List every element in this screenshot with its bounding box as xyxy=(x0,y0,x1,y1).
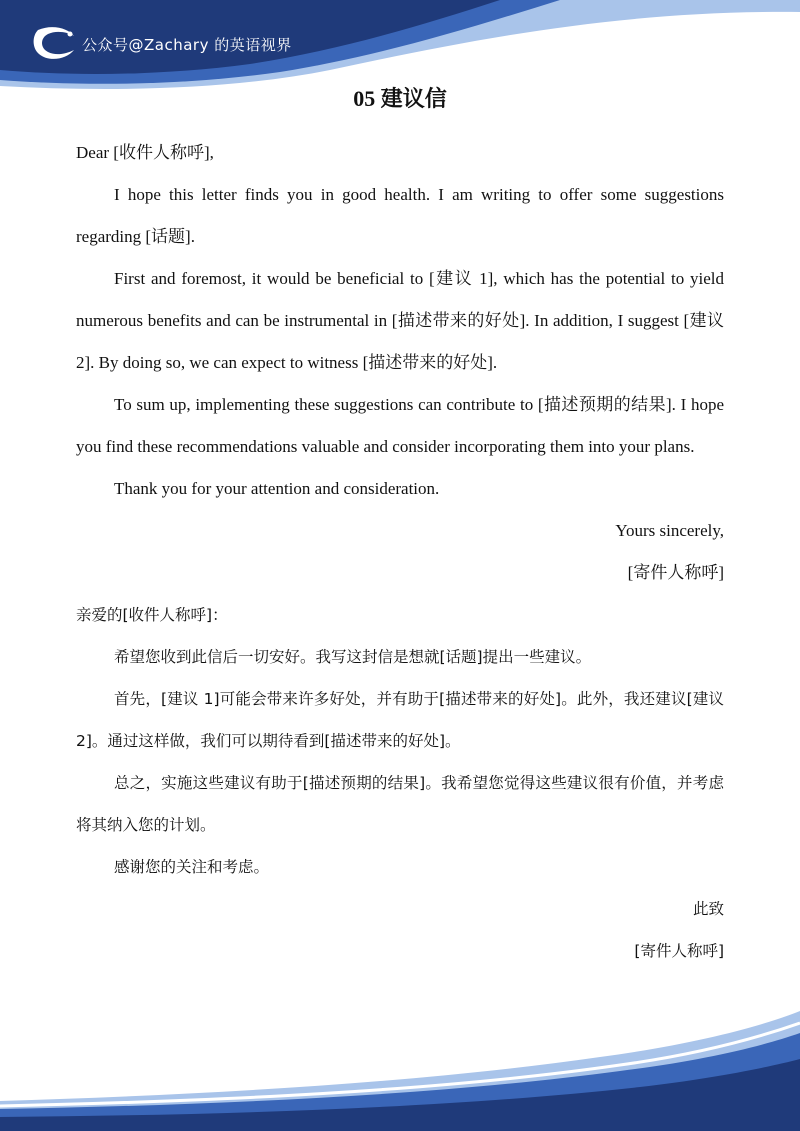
en-paragraph-2: First and foremost, it would be beneficial to [建议 1], which has the potential to yield numerous benefits and can be instrumental in [描述带来的好处]. In addition, I suggest [建议 2]. By doing so, we can expect to witness [描述带来的好处]. xyxy=(76,269,724,372)
zh-paragraph-3: 总之，实施这些建议有助于[描述预期的结果]。我希望您觉得这些建议很有价值，并考虑将其纳入您的计划。 xyxy=(76,774,724,834)
chinese-translation xyxy=(76,594,724,972)
zh-paragraph-2: 首先，[建议 1]可能会带来许多好处，并有助于[描述带来的好处]。此外，我还建议[建议 2]。通过这样做，我们可以期待看到[描述带来的好处]。 xyxy=(76,690,724,750)
en-paragraph-4: Thank you for your attention and consideration. xyxy=(114,479,440,498)
brand-logo-icon xyxy=(30,22,80,64)
footer-wave xyxy=(0,1005,800,1131)
zh-paragraph-1: 希望您收到此信后一切安好。我写这封信是想就[话题]提出一些建议。 xyxy=(114,648,592,666)
en-closing: Yours sincerely, xyxy=(615,521,724,540)
zh-closing: 此致 xyxy=(692,900,724,918)
en-salutation: Dear [收件人称呼], xyxy=(76,143,214,162)
letter-content xyxy=(76,132,724,972)
zh-signature: [寄件人称呼] xyxy=(634,942,724,960)
en-paragraph-1: I hope this letter finds you in good health. I am writing to offer some suggestions regarding [话题]. xyxy=(76,185,724,246)
en-paragraph-3: To sum up, implementing these suggestions can contribute to [描述预期的结果]. I hope you find these recommendations valuable and consider incorporating them into your plans. xyxy=(76,395,724,456)
zh-salutation: 亲爱的[收件人称呼]： xyxy=(76,606,228,624)
en-signature: [寄件人称呼] xyxy=(627,563,724,582)
brand-text: 公众号@Zachary 的英语视界 xyxy=(82,36,292,54)
page-title: 05 建议信 xyxy=(353,86,447,111)
zh-paragraph-4: 感谢您的关注和考虑。 xyxy=(114,858,270,876)
